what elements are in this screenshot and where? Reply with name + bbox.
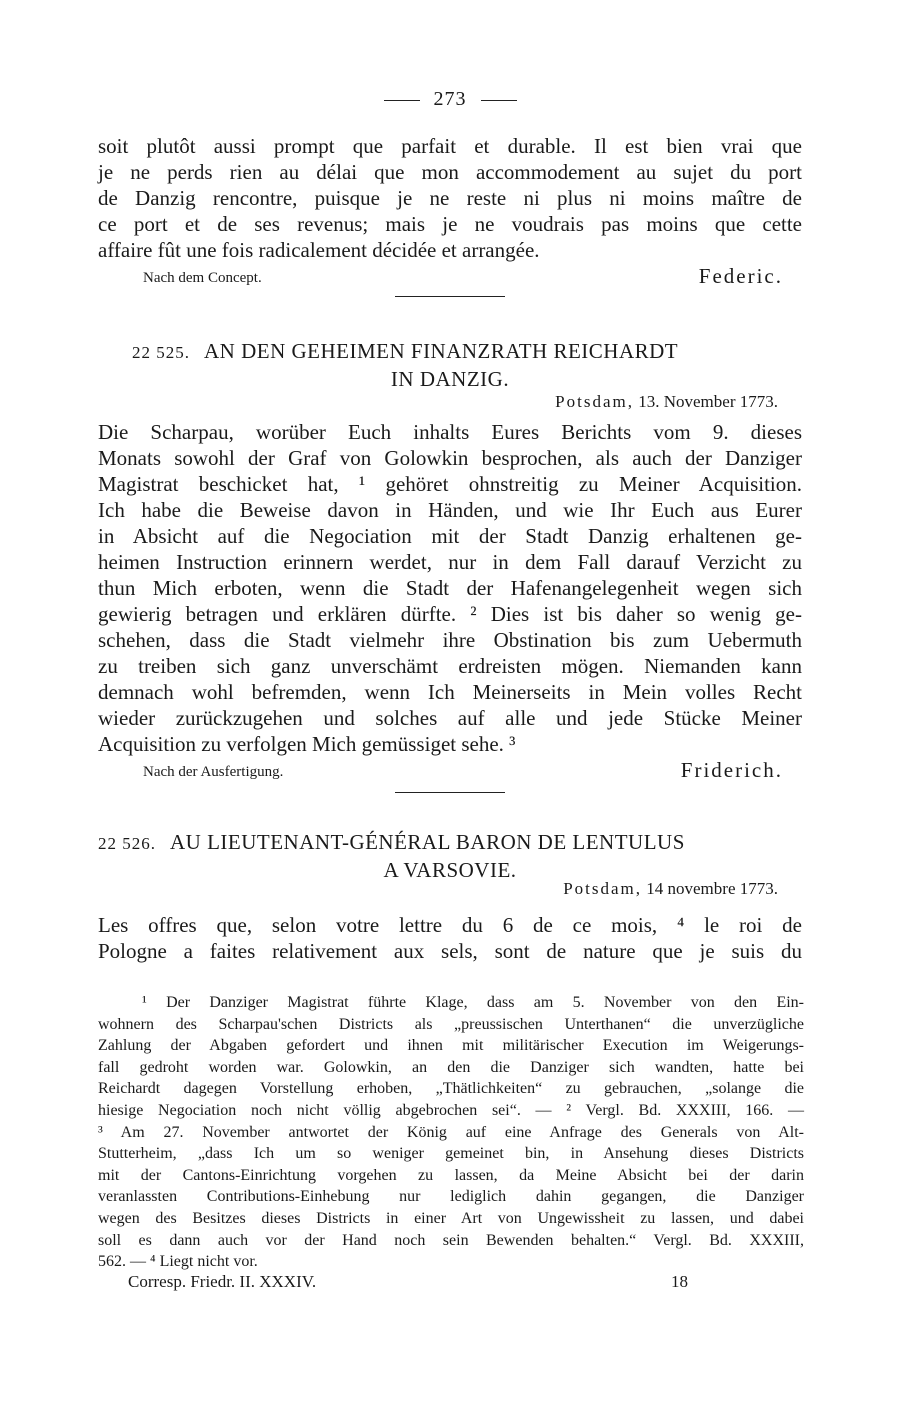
- page-footer: [128, 1272, 688, 1292]
- text-line: gewierig betragen und erklären dürfte. ² Dies ist bis daher so wenig ge-: [98, 602, 802, 626]
- footnote-line: Zahlung der Abgaben gefordert und ihnen mit militärischer Execution im Weigerungs-: [98, 1037, 804, 1055]
- letter-heading: [98, 338, 802, 392]
- footnote-line: hiesige Negociation noch nicht völlig abgebrochen sei“. — ² Vergl. Bd. XXXIII, 166. —: [98, 1101, 804, 1119]
- text-line: schehen, dass die Stadt vielmehr ihre Obstination bis zum Uebermuth: [98, 628, 802, 652]
- footnote-line: wegen des Besitzes dieses Districts in einer Art von Ungewissheit zu lassen, und dabei: [98, 1209, 804, 1227]
- text-line: wieder zurückzugehen und solches auf alle und jede Stücke Meiner: [98, 706, 802, 730]
- footnote-line: wohnern des Scharpau'schen Districts als „preussischen Unterthanen“ die unverzügliche: [98, 1015, 804, 1033]
- footnote-line: soll es dann auch vor der Hand noch sein Bewenden behalten.“ Vergl. Bd. XXXIII,: [98, 1231, 804, 1249]
- letter-title: AU LIEUTENANT-GÉNÉRAL BARON DE LENTULUS: [170, 830, 685, 854]
- text-line: heimen Instruction erinnern werdet, nur in dem Fall darauf Verzicht zu: [98, 550, 802, 574]
- text-line: de Danzig rencontre, puisque je ne reste ni plus ni moins maître de: [98, 186, 802, 210]
- text-line: Die Scharpau, worüber Euch inhalts Eures Berichts vom 9. dieses: [98, 420, 802, 444]
- signature: Federic.: [698, 264, 783, 288]
- footnote-line: Stutterheim, „dass Ich um so weniger gemeinet bin, in Ansehung dieses Districts: [98, 1145, 804, 1163]
- letter-title-line2: IN DANZIG.: [390, 367, 510, 391]
- text-line: in Absicht auf die Negociation mit der Stadt Danzig erhaltenen ge-: [98, 524, 802, 548]
- letter-heading: [98, 829, 802, 883]
- footnote-line: mit der Cantons-Einrichtung vorgehen zu lassen, da Meine Absicht bei der darin: [98, 1166, 804, 1184]
- letter-dateline: [555, 392, 778, 412]
- footnote-line: 562. — ⁴ Liegt nicht vor.: [98, 1253, 258, 1271]
- section-divider: [395, 296, 505, 297]
- place: Potsdam,: [563, 879, 643, 898]
- footnote-line: fall gedroht worden war. Golowkin, an den die Danziger sich wandten, hatte bei: [98, 1058, 804, 1076]
- letter-title-line2: A VARSOVIE.: [383, 858, 517, 882]
- footer-collection-mark: Corresp. Friedr. II. XXXIV.: [128, 1272, 317, 1291]
- text-line: Magistrat beschicket hat, ¹ gehöret ohnstreitig zu Meiner Acquisition.: [98, 472, 802, 496]
- text-line: Ich habe die Beweise davon in Händen, und wie Ihr Euch aus Eurer: [98, 498, 802, 522]
- text-line: ce port et de ses revenus; mais je ne voudrais pas moins que cette: [98, 212, 802, 236]
- letter-number: 22 525.: [132, 343, 190, 362]
- date: 14 novembre 1773.: [646, 879, 778, 898]
- text-line: Pologne a faites relativement aux sels, sont de nature que je suis du: [98, 939, 802, 963]
- source-note: Nach dem Concept.: [143, 270, 262, 286]
- date: 13. November 1773.: [638, 392, 778, 411]
- text-line: soit plutôt aussi prompt que parfait et durable. Il est bien vrai que: [98, 134, 802, 158]
- letter-number: 22 526.: [98, 834, 156, 853]
- signature: Friderich.: [680, 758, 783, 782]
- footnote-line: ³ Am 27. November antwortet der König auf eine Anfrage des Generals von Alt-: [98, 1123, 804, 1141]
- intro-paragraph: [98, 133, 802, 263]
- text-line: thun Mich erboten, wenn die Stadt der Hafenangelegenheit wegen sich: [98, 576, 802, 600]
- text-line: zu treiben sich ganz unverschämt erdreisten mögen. Niemanden kann: [98, 654, 802, 678]
- header-dash-right: [481, 100, 517, 101]
- text-line: affaire fût une fois radicalement décidée et arrangée.: [98, 238, 540, 262]
- text-line: Monats sowohl der Graf von Golowkin besprochen, als auch der Danziger: [98, 446, 802, 470]
- letter-body: [98, 912, 802, 964]
- letter-title: AN DEN GEHEIMEN FINANZRATH REICHARDT: [204, 339, 679, 363]
- footnote-line: Reichardt dagegen Vorstellung erhoben, „Thätlichkeiten“ zu gebrauchen, „solange die: [98, 1080, 804, 1098]
- footnotes: [98, 992, 804, 1273]
- footnote-line: ¹ Der Danziger Magistrat führte Klage, dass am 5. November von den Ein-: [142, 994, 804, 1011]
- text-line: je ne perds rien au délai que mon accommodement au sujet du port: [98, 160, 802, 184]
- source-note: Nach der Ausfertigung.: [143, 764, 284, 780]
- place: Potsdam,: [555, 392, 634, 411]
- section-divider: [395, 792, 505, 793]
- text-line: Les offres que, selon votre lettre du 6 de ce mois, ⁴ le roi de: [98, 913, 802, 937]
- letter-dateline: [563, 879, 778, 899]
- header-dash-left: [384, 100, 420, 101]
- footer-signature-mark: 18: [671, 1272, 688, 1291]
- page-header: [0, 88, 900, 111]
- text-line: demnach wohl befremden, wenn Ich Meinerseits in Mein volles Recht: [98, 680, 802, 704]
- letter-body: [98, 419, 802, 757]
- footnote-line: veranlassten Contributions-Einhebung nur lediglich dahin gegangen, die Danziger: [98, 1188, 804, 1206]
- page-number: 273: [433, 88, 467, 110]
- text-line: Acquisition zu verfolgen Mich gemüssiget sehe. ³: [98, 732, 516, 756]
